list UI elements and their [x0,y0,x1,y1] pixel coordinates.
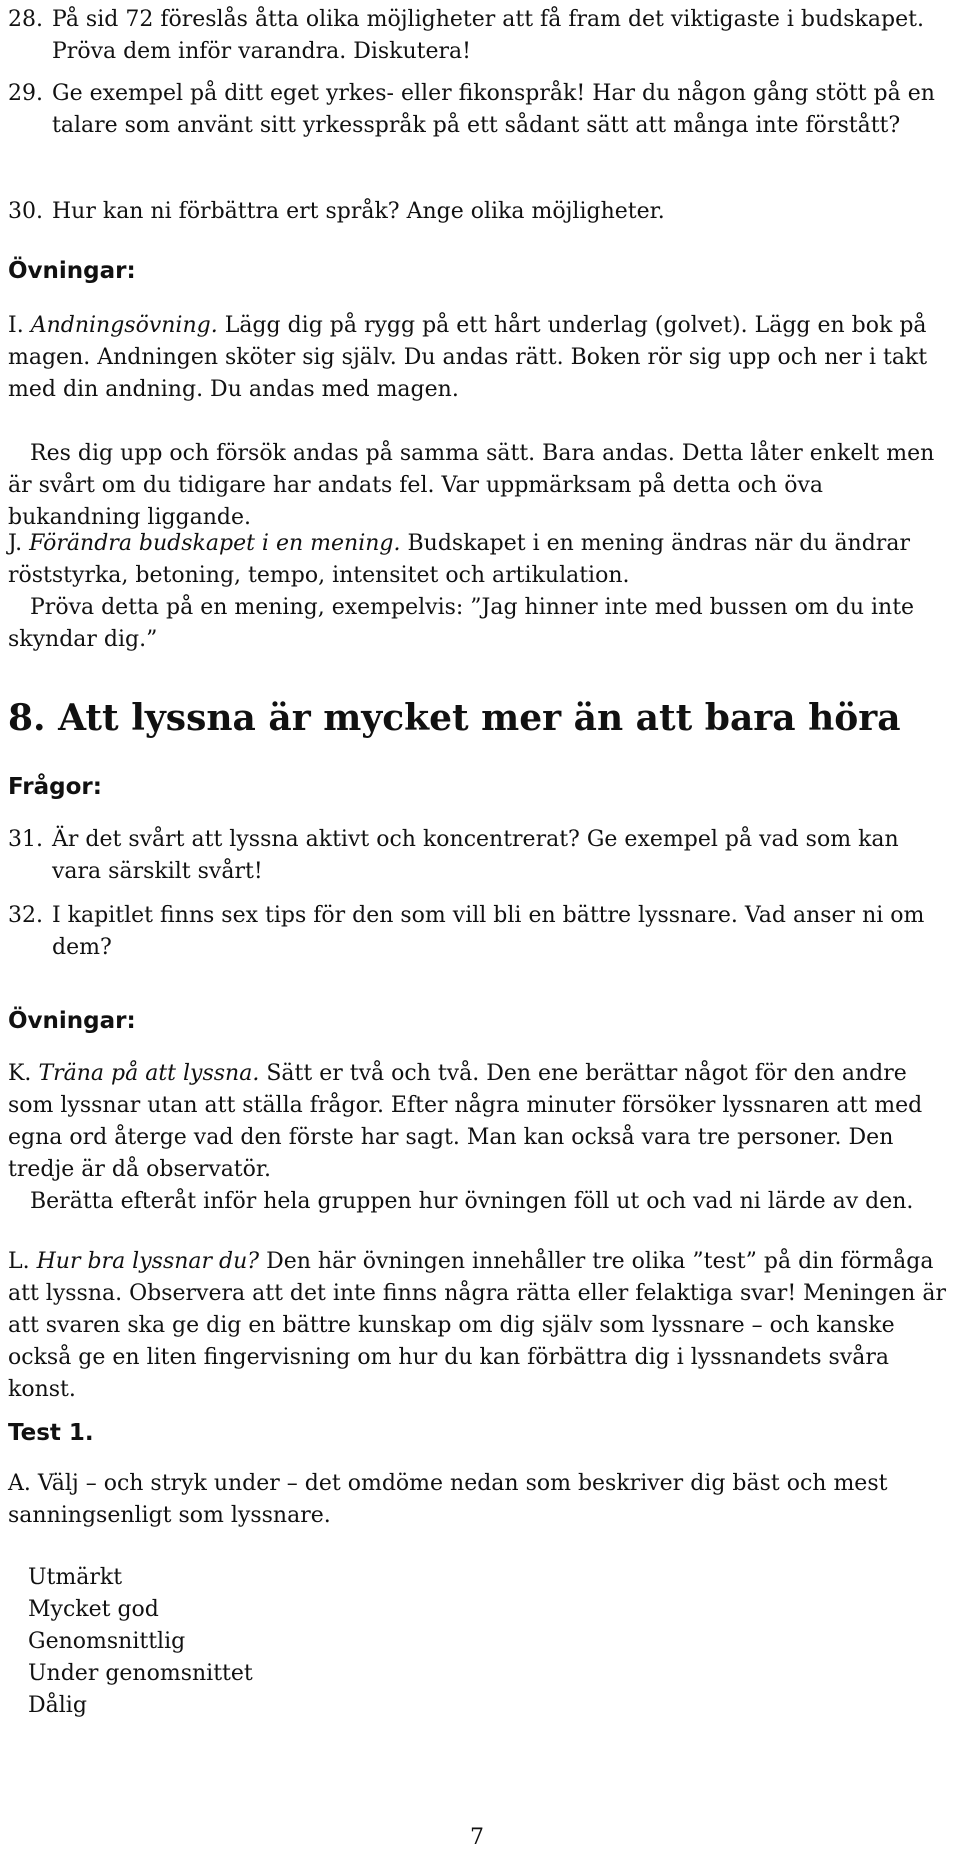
exercise-label: J. [8,531,23,556]
rating-option: Mycket god [28,1597,159,1622]
fragor-heading: Frågor: [8,774,102,800]
question-28: På sid 72 föreslås åtta olika möjligheter att få fram det viktigaste i budskapet. Pröva dem inför varandra. Diskutera! [52,7,924,64]
exercise-j [8,528,948,592]
question-29: Ge exempel på ditt eget yrkes- eller fikonspråk! Har du någon gång stött på en talare som använt sitt yrkesspråk på ett sådant sätt att många inte förstått? [52,81,935,138]
chapter-heading: 8. Att lyssna är mycket mer än att bara höra [8,697,901,739]
question-number: 29. [8,81,43,106]
exercise-i [8,310,948,406]
question-number: 28. [8,7,43,32]
exercise-text: Sätt er två och två. Den ene berättar något för den andre som lyssnar utan att ställa frågor. Efter några minuter försöker lyssnaren att med egna ord återge vad den förste har sagt. Man kan också vara tre personer. Den tredje är då observatör. [8,1061,923,1182]
page-number: 7 [470,1825,484,1850]
exercise-title: Hur bra lyssnar du? [36,1249,260,1274]
exercise-k-para2: Berätta efteråt inför hela gruppen hur övningen föll ut och vad ni lärde av den. [30,1189,914,1214]
exercise-k [8,1058,948,1186]
exercise-title: Träna på att lyssna. [38,1061,260,1086]
exercise-i-para2: Res dig upp och försök andas på samma sätt. Bara andas. Detta låter enkelt men är svårt om du tidigare har andats fel. Var uppmärksam på detta och öva bukandning liggande. [8,441,935,530]
exercise-title: Förändra budskapet i en mening. [29,531,401,556]
exercise-j-para2: Pröva detta på en mening, exempelvis: ”Jag hinner inte med bussen om du inte skyndar dig.” [8,595,915,652]
exercise-text: Lägg dig på rygg på ett hårt underlag (golvet). Lägg en bok på magen. Andningen sköter sig själv. Du andas rätt. Boken rör sig upp och ner i takt med din andning. Du andas med magen. [8,313,928,402]
question-31: Är det svårt att lyssna aktivt och koncentrerat? Ge exempel på vad som kan vara särskilt svårt! [52,827,899,884]
exercise-label: I. [8,313,24,338]
test-instruction: A. Välj – och stryk under – det omdöme nedan som beskriver dig bäst och mest sanningsenligt som lyssnare. [8,1471,888,1528]
rating-option: Utmärkt [28,1565,123,1590]
ovningar-heading: Övningar: [8,258,136,284]
question-number: 30. [8,199,43,224]
rating-options [28,1562,253,1722]
exercise-label: K. [8,1061,32,1086]
exercise-text: Budskapet i en mening ändras när du ändrar röststyrka, betoning, tempo, intensitet och artikulation. [8,531,910,588]
test-heading: Test 1. [8,1420,94,1446]
question-number: 31. [8,827,43,852]
question-number: 32. [8,903,43,928]
exercise-title: Andningsövning. [30,313,218,338]
question-30: Hur kan ni förbättra ert språk? Ange olika möjligheter. [52,199,665,224]
rating-option: Genomsnittlig [28,1629,186,1654]
exercise-text: Den här övningen innehåller tre olika ”test” på din förmåga att lyssna. Observera att det inte finns några rätta eller felaktiga svar! Meningen är att svaren ska ge dig en bättre kunskap om dig själv som lyssnare – och kanske också ge en liten fingervisning om hur du kan förbättra dig i lyssnandets svåra konst. [8,1249,946,1402]
rating-option: Under genomsnittet [28,1661,253,1686]
ovningar-heading: Övningar: [8,1008,136,1034]
rating-option: Dålig [28,1693,87,1718]
exercise-label: L. [8,1249,30,1274]
question-32: I kapitlet finns sex tips för den som vill bli en bättre lyssnare. Vad anser ni om dem? [52,903,925,960]
exercise-l [8,1246,948,1406]
